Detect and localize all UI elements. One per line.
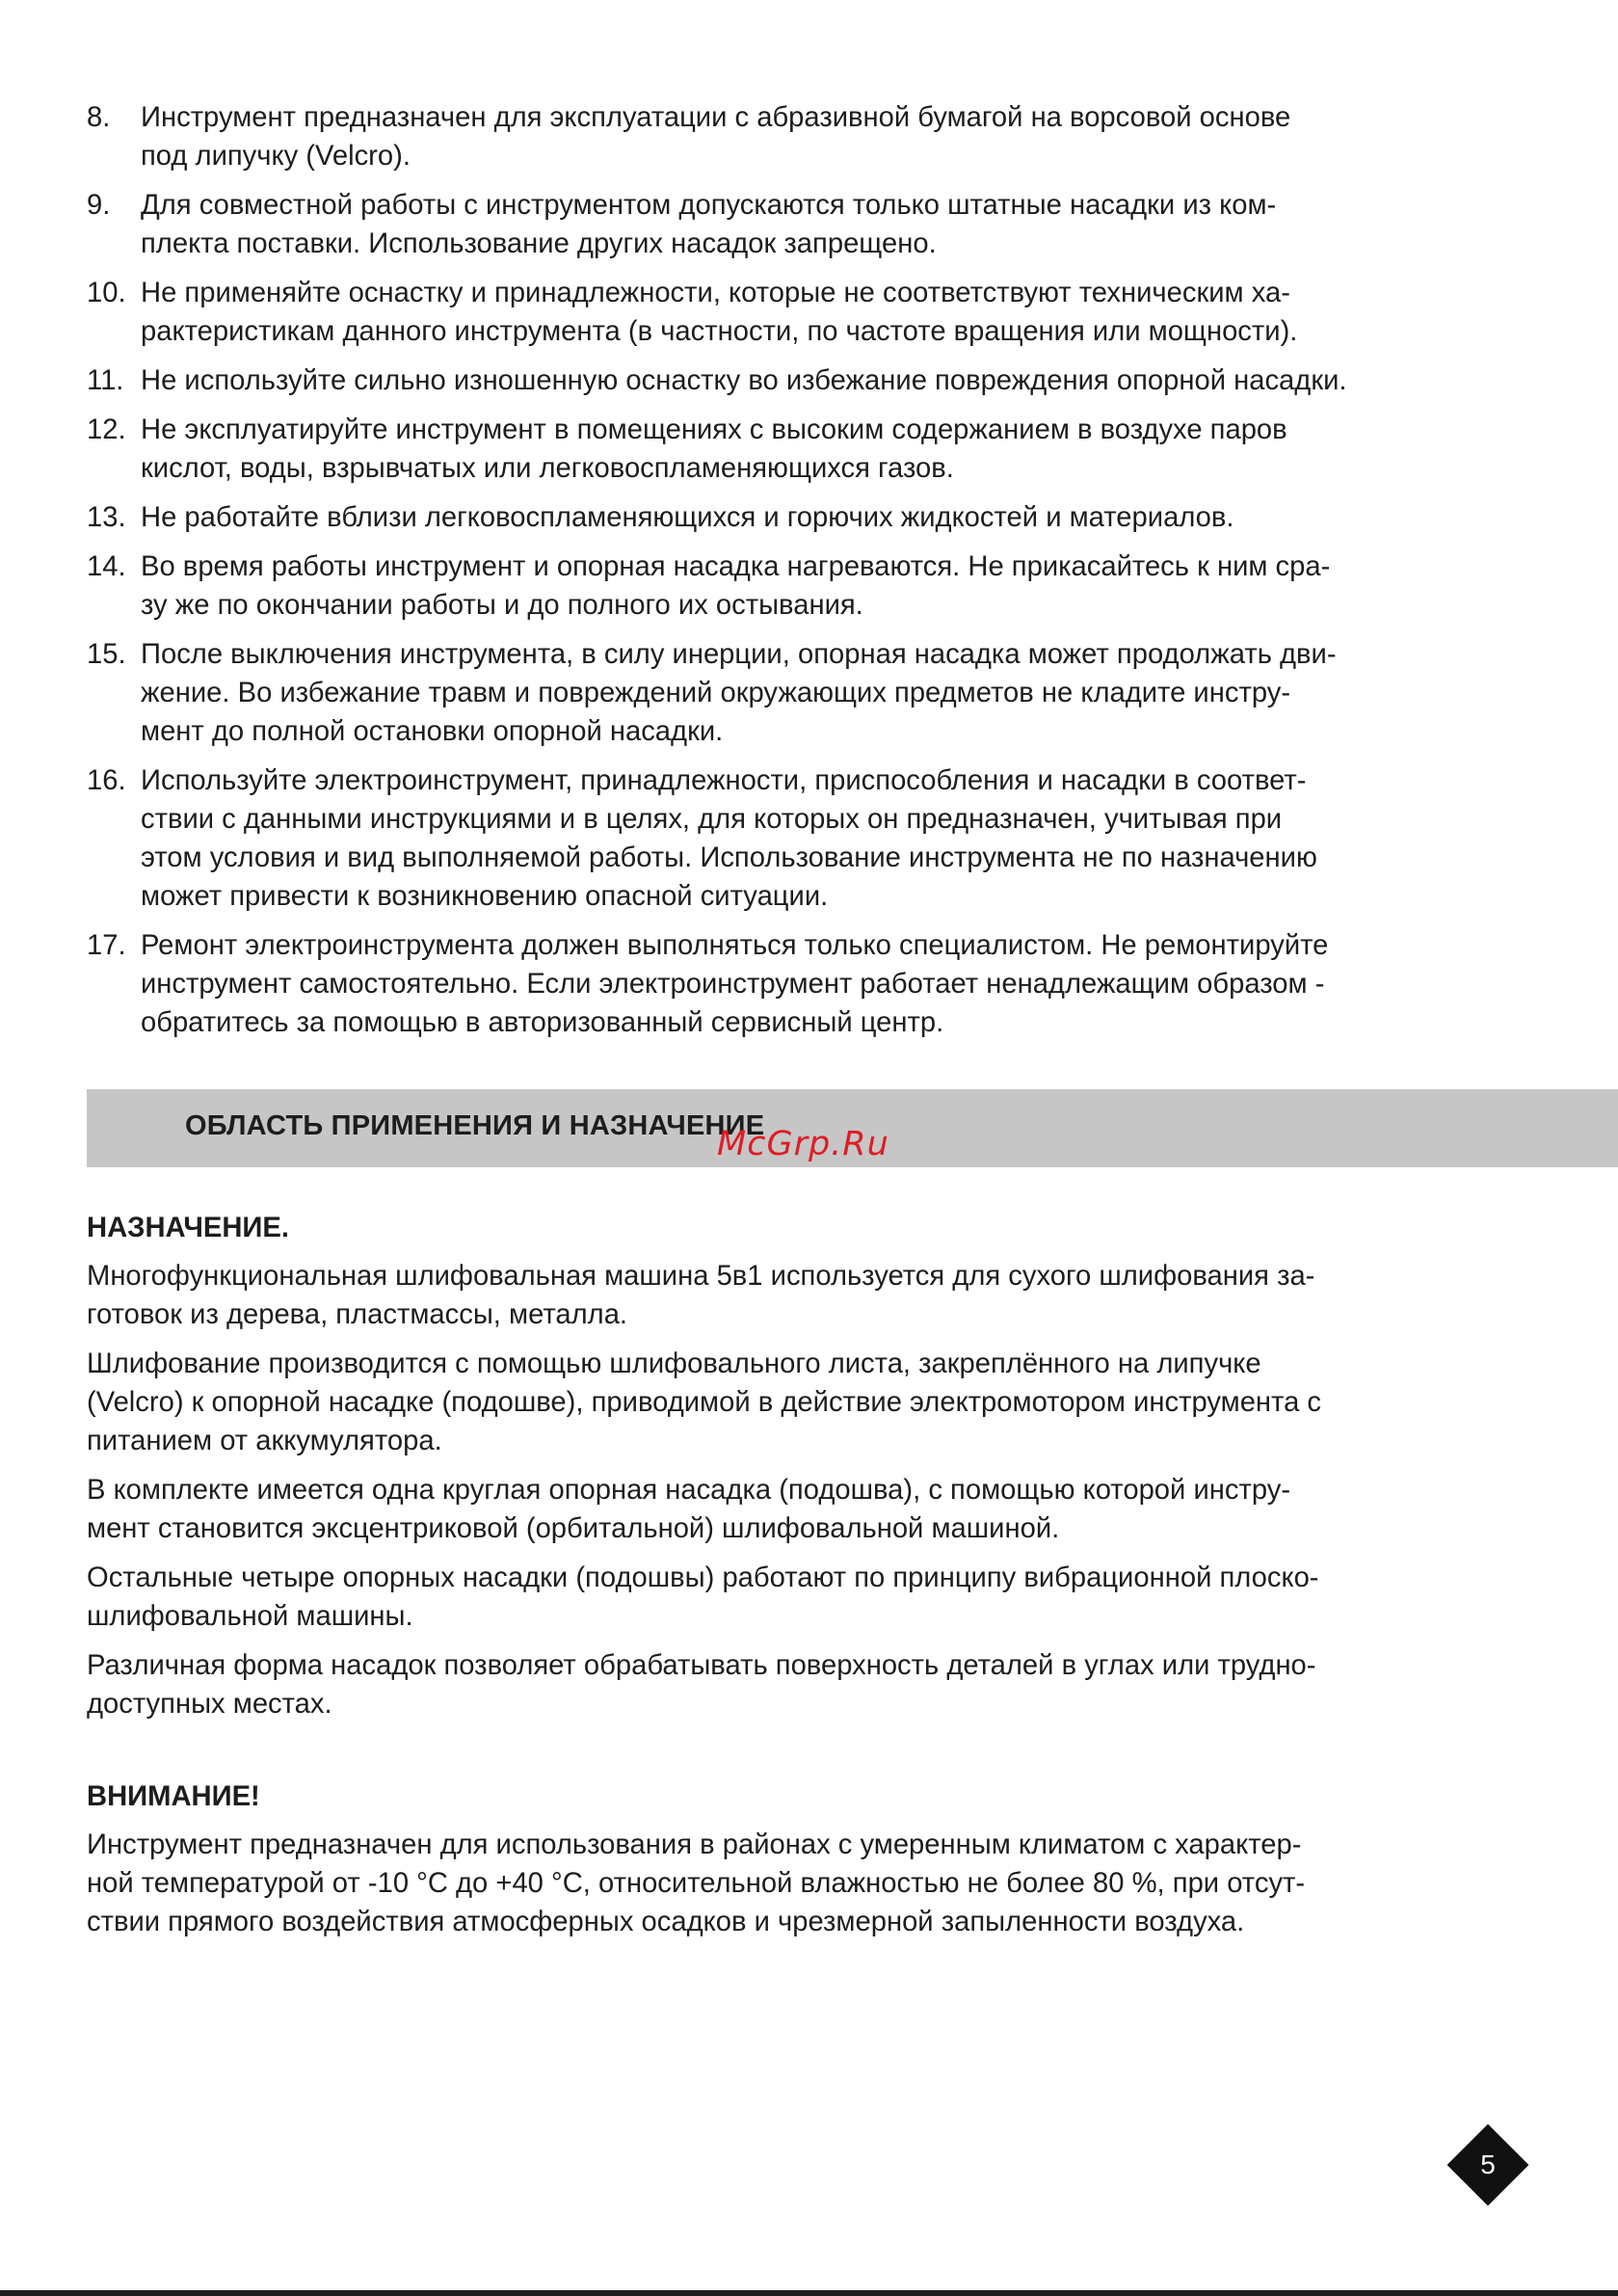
section-title: ОБЛАСТЬ ПРИМЕНЕНИЯ И НАЗНАЧЕНИЕ — [185, 1110, 765, 1141]
item-number: 17. — [87, 930, 126, 961]
list-item — [87, 761, 1508, 916]
item-text: зу же по окончании работы и до полного их остывания. — [141, 590, 863, 621]
item-text: мент до полной остановки опорной насадки. — [141, 716, 724, 747]
item-number: 15. — [87, 639, 126, 670]
list-item — [87, 411, 1508, 488]
item-text: плекта поставки. Использование других насадок запрещено. — [141, 228, 937, 259]
paragraph: Многофункциональная шлифовальная машина 5в1 используется для сухого шлифования за- готовок из дерева, пластмассы, металла. — [87, 1261, 1315, 1330]
bottom-divider — [0, 2290, 1618, 2296]
item-text: кислот, воды, взрывчатых или легковоспламеняющихся газов. — [141, 453, 954, 484]
purpose-section — [87, 1209, 1532, 1734]
list-item — [87, 635, 1508, 751]
item-number: 12. — [87, 414, 126, 445]
item-number: 11. — [87, 365, 124, 396]
list-item — [87, 274, 1508, 351]
list-item — [87, 498, 1508, 537]
list-item — [87, 926, 1508, 1042]
paragraph: Остальные четыре опорных насадки (подошвы) работают по принципу вибрационной плоско- шлифовальной машины. — [87, 1562, 1319, 1632]
item-text: обратитесь за помощью в авторизованный сервисный центр. — [141, 1007, 944, 1038]
watermark: McGrp.Ru — [717, 1125, 889, 1163]
attention-heading: ВНИМАНИЕ! — [87, 1781, 260, 1812]
item-text: может привести к возникновению опасной ситуации. — [141, 881, 829, 912]
item-number: 14. — [87, 551, 126, 582]
item-number: 9. — [87, 190, 111, 221]
item-text: этом условия и вид выполняемой работы. Использование инструмента не по назначению — [141, 842, 1317, 873]
purpose-heading: НАЗНАЧЕНИЕ. — [87, 1213, 289, 1243]
paragraph: В комплекте имеется одна круглая опорная насадка (подошва), с помощью которой инстру- мент становится эксцентриковой (орбитальной) шлифовальной машиной. — [87, 1475, 1291, 1544]
page-number: 5 — [1480, 2149, 1496, 2179]
list-item — [87, 98, 1508, 175]
item-text: Не применяйте оснастку и принадлежности, которые не соответствуют техническим ха- — [141, 278, 1290, 308]
item-text: жение. Во избежание травм и повреждений окружающих предметов не кладите инстру- — [141, 678, 1291, 708]
list-item — [87, 186, 1508, 263]
list-item — [87, 361, 1508, 400]
attention-section — [87, 1777, 1532, 1952]
item-text: Для совместной работы с инструментом допускаются только штатные насадки из ком- — [141, 190, 1277, 221]
item-number: 10. — [87, 278, 126, 308]
item-text: Инструмент предназначен для эксплуатации с абразивной бумагой на ворсовой основе — [141, 102, 1291, 133]
item-number: 16. — [87, 765, 126, 796]
item-text: Не эксплуатируйте инструмент в помещениях с высоким содержанием в воздухе паров — [141, 414, 1287, 445]
paragraph: Инструмент предназначен для использования в районах с умеренным климатом с характер- ной температурой от -10 °С до +40 °С, относительной влажностью не более 80 %, при отсут- ствии прямого воздействия атмосферных осадков и чрезмерной запыленности воздуха. — [87, 1829, 1306, 1937]
item-text: Во время работы инструмент и опорная насадка нагреваются. Не прикасайтесь к ним сра- — [141, 551, 1331, 582]
item-text: ствии с данными инструкциями и в целях, для которых он предназначен, учитывая при — [141, 804, 1283, 835]
item-text: под липучку (Velcro). — [141, 141, 411, 172]
item-text: Не работайте вблизи легковоспламеняющихся и горючих жидкостей и материалов. — [141, 502, 1234, 533]
page-number-badge — [1447, 2124, 1528, 2205]
item-text: Не используйте сильно изношенную оснастку во избежание повреждения опорной насадки. — [141, 365, 1347, 396]
paragraph: Различная форма насадок позволяет обрабатывать поверхность деталей в углах или трудно- доступных местах. — [87, 1650, 1316, 1720]
item-number: 13. — [87, 502, 126, 533]
paragraph: Шлифование производится с помощью шлифовального листа, закреплённого на липучке (Velcro) к опорной насадке (подошве), приводимой в действие электромотором инструмента с питанием от аккумулятора. — [87, 1348, 1322, 1456]
safety-rules-list — [87, 98, 1508, 1053]
item-number: 8. — [87, 102, 111, 133]
item-text: Используйте электроинструмент, принадлежности, приспособления и насадки в соответ- — [141, 765, 1307, 796]
item-text: инструмент самостоятельно. Если электроинструмент работает ненадлежащим образом - — [141, 969, 1325, 1000]
item-text: Ремонт электроинструмента должен выполняться только специалистом. Не ремонтируйте — [141, 930, 1329, 961]
item-text: рактеристикам данного инструмента (в частности, по частоте вращения или мощности). — [141, 316, 1298, 347]
list-item — [87, 547, 1508, 625]
item-text: После выключения инструмента, в силу инерции, опорная насадка может продолжать дви- — [141, 639, 1337, 670]
